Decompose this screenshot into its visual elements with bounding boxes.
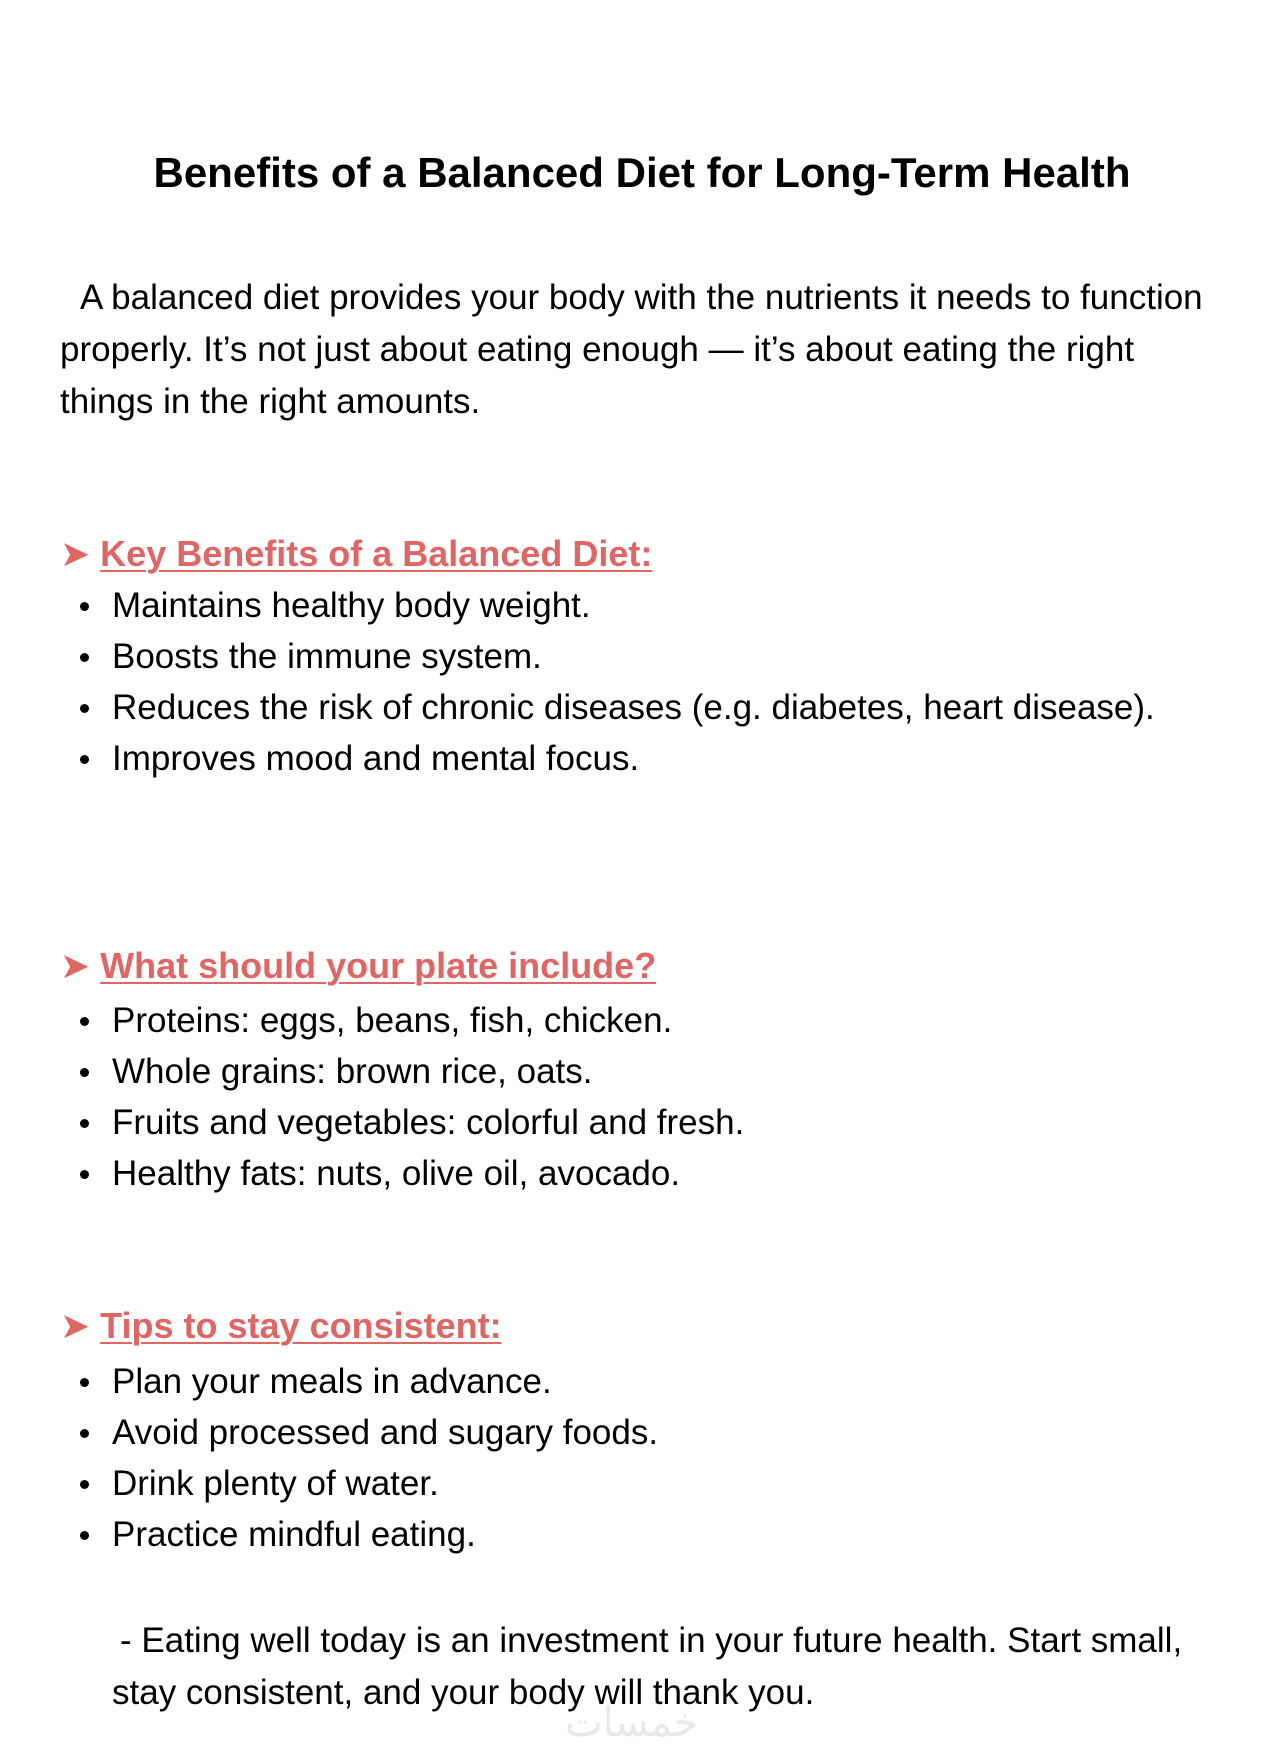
list-item: [78, 580, 1155, 631]
section-heading-tips: [60, 1304, 502, 1347]
list-item: [78, 733, 1155, 784]
bullet-icon: [80, 1429, 89, 1438]
bullet-icon: [80, 653, 89, 662]
list-item: [78, 1148, 744, 1199]
arrow-icon: ➤: [60, 533, 91, 574]
bullet-icon: [80, 1068, 89, 1077]
list-item-text: Boosts the immune system.: [112, 637, 542, 676]
list-item-text: Healthy fats: nuts, olive oil, avocado.: [112, 1154, 681, 1193]
list-item: [78, 1407, 658, 1458]
list-item-text: Reduces the risk of chronic diseases (e.g. diabetes, heart disease).: [112, 688, 1155, 727]
list-item: [78, 1097, 744, 1148]
list-item: [78, 995, 744, 1046]
section-heading-label: Tips to stay consistent:: [100, 1305, 502, 1346]
list-item-text: Plan your meals in advance.: [112, 1362, 552, 1401]
bullet-icon: [80, 1170, 89, 1179]
section-heading-label: Key Benefits of a Balanced Diet:: [100, 533, 653, 574]
list-item-text: Proteins: eggs, beans, fish, chicken.: [112, 1001, 673, 1040]
section-heading-key-benefits: [60, 532, 652, 575]
bullet-icon: [80, 755, 89, 764]
section-heading-label: What should your plate include?: [100, 945, 657, 986]
list-item: [78, 631, 1155, 682]
list-item-text: Fruits and vegetables: colorful and fresh.: [112, 1103, 745, 1142]
list-item-text: Whole grains: brown rice, oats.: [112, 1052, 593, 1091]
tips-list: [78, 1356, 658, 1560]
list-item: [78, 1509, 658, 1560]
bullet-icon: [80, 1119, 89, 1128]
bullet-icon: [80, 1531, 89, 1540]
watermark-logo: خمسات: [565, 1700, 699, 1746]
list-item-text: Maintains healthy body weight.: [112, 586, 591, 625]
list-item-text: Improves mood and mental focus.: [112, 739, 640, 778]
list-item: [78, 682, 1155, 733]
list-item-text: Practice mindful eating.: [112, 1515, 476, 1554]
bullet-icon: [80, 602, 89, 611]
bullet-icon: [80, 1378, 89, 1387]
arrow-icon: ➤: [60, 1305, 91, 1346]
list-item: [78, 1356, 658, 1407]
list-item-text: Drink plenty of water.: [112, 1464, 439, 1503]
closing-paragraph: - Eating well today is an investment in your future health. Start small, stay consistent, and your body will thank you.: [112, 1621, 1183, 1712]
bullet-icon: [80, 1480, 89, 1489]
page-title: Benefits of a Balanced Diet for Long-Term Health: [153, 149, 1131, 196]
bullet-icon: [80, 704, 89, 713]
arrow-icon: ➤: [60, 945, 91, 986]
list-item-text: Avoid processed and sugary foods.: [112, 1413, 659, 1452]
list-item: [78, 1458, 658, 1509]
bullet-icon: [80, 1017, 89, 1026]
key-benefits-list: [78, 580, 1155, 784]
plate-list: [78, 995, 744, 1199]
list-item: [78, 1046, 744, 1097]
section-heading-plate: [60, 944, 656, 987]
intro-paragraph: A balanced diet provides your body with the nutrients it needs to function properly. It’s not just about eating enough — it’s about eating the right things in the right amounts.: [60, 278, 1203, 421]
